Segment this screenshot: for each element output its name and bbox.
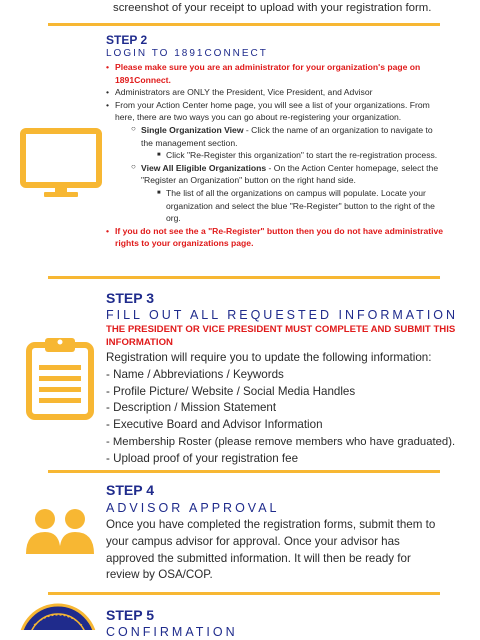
top-text: screenshot of your receipt to upload with your registration form. <box>113 2 432 14</box>
step3-item: - Name / Abbreviations / Keywords <box>106 367 284 381</box>
step3-item: - Membership Roster (please remove members who have graduated). <box>106 435 456 448</box>
step2-body <box>106 61 446 250</box>
step4-title: STEP 4 <box>106 482 154 498</box>
step3-section <box>106 290 468 468</box>
step2-option-all <box>131 162 446 225</box>
step4-section <box>106 482 446 584</box>
step2-no-button-warning: • If you do not see the a "Re-Register" button then you do not have administrative rights to your organizations page. <box>106 225 446 250</box>
step3-item: - Executive Board and Advisor Information <box>106 418 323 432</box>
step3-intro: Registration will require you to update the following information: <box>106 351 432 364</box>
step3-item: - Description / Mission Statement <box>106 401 277 415</box>
step2-option-all-sub: ■ The list of all the organizations on campus will populate. Locate your organization and select the blue "Re-Register" button to the right of the org. <box>157 187 446 225</box>
divider-3 <box>48 470 440 473</box>
step2-admins: • Administrators are ONLY the President, Vice President, and Advisor <box>106 86 446 99</box>
step2-option-all-label: View All Eligible Organizations <box>141 162 267 173</box>
step3-item: - Upload proof of your registration fee <box>106 451 299 465</box>
step3-title: STEP 3 <box>106 290 154 306</box>
clipboard-icon <box>25 335 95 421</box>
step4-text: Once you have completed the registration forms, submit them to your campus advisor for approval. Once your advisor has approved the submitted information. It will then be ready for review by OSA/COP. <box>106 518 436 582</box>
step2-option-all-text: - On the Action Center homepage, select the "Register an Organization" button on the right hand side. <box>141 162 439 186</box>
divider-4 <box>48 592 440 595</box>
step3-subtitle: FILL OUT ALL REQUESTED INFORMATION <box>106 308 459 322</box>
people-icon <box>24 508 96 558</box>
monitor-icon <box>20 128 102 200</box>
step3-warning: THE PRESIDENT OR VICE PRESIDENT MUST COMPLETE AND SUBMIT THIS INFORMATION <box>106 324 456 348</box>
step2-action-center-text: From your Action Center home page, you will see a list of your organizations. From here, there are two ways you can go about re-registering your organization. <box>115 99 430 123</box>
step5-section <box>106 607 446 640</box>
step3-item: - Profile Picture/ Website / Social Media Handles <box>106 384 356 398</box>
divider-2 <box>48 276 440 279</box>
step2-admin-warning: • Please make sure you are an administrator for your organization's page on 1891Connect. <box>106 61 446 86</box>
step2-section <box>106 33 446 250</box>
step5-subtitle: CONFIRMATION <box>106 625 238 639</box>
step2-option-single <box>131 124 446 162</box>
seal-logo <box>18 603 98 630</box>
step4-subtitle: ADVISOR APPROVAL <box>106 501 280 515</box>
step5-title: STEP 5 <box>106 607 154 623</box>
step2-title: STEP 2 <box>106 33 148 47</box>
step3-item-list <box>106 367 468 468</box>
divider-top <box>48 23 440 26</box>
step2-action-center <box>106 99 446 225</box>
step2-option-single-label: Single Organization View <box>141 124 244 135</box>
step2-subtitle: LOGIN TO 1891CONNECT <box>106 48 268 59</box>
step2-option-single-sub: ■ Click "Re-Register this organization" to start the re-registration process. <box>157 149 446 162</box>
step2-option-single-text: - Click the name of an organization to navigate to the management section. <box>141 124 433 148</box>
